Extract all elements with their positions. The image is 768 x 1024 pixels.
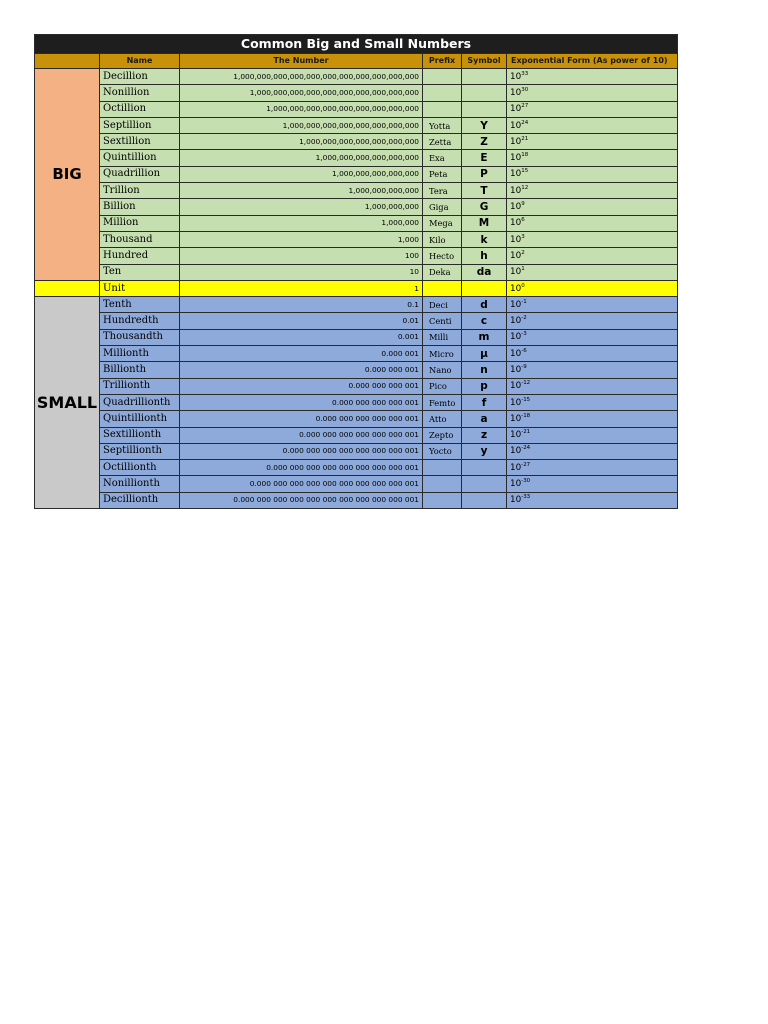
number-cell: 1,000,000,000,000 [180,183,423,199]
table-row [35,101,678,117]
name-cell: Quadrillionth [100,394,180,410]
exponent-base: 10 [510,104,522,115]
table-title: Common Big and Small Numbers [35,35,678,54]
symbol-cell [462,85,507,101]
table-row [35,476,678,492]
exponent-power: -2 [521,315,527,322]
table-row [35,492,678,508]
prefix-cell [423,101,462,117]
symbol-cell: da [462,264,507,280]
name-cell: Ten [100,264,180,280]
prefix-cell: Pico [423,378,462,394]
table-row [35,378,678,394]
exponent-power: 2 [521,249,525,256]
prefix-cell: Deka [423,264,462,280]
exponent-power: -30 [521,478,531,485]
symbol-cell: T [462,183,507,199]
table-row [35,443,678,459]
exponent-base: 10 [510,185,522,196]
name-cell: Quadrillion [100,166,180,182]
number-cell: 0.000 000 001 [180,362,423,378]
prefix-cell: Hecto [423,248,462,264]
number-cell: 1,000,000,000,000,000,000,000,000 [180,117,423,133]
header-exponent: Exponential Form (As power of 10) [507,54,678,69]
name-cell: Sextillionth [100,427,180,443]
numbers-sheet [34,34,677,509]
table-row [35,394,678,410]
exponent-base: 10 [510,153,522,164]
exponent-cell [507,378,678,394]
exponent-power: -33 [521,494,531,501]
exponent-base: 10 [510,495,522,506]
symbol-cell: Y [462,117,507,133]
exponent-cell [507,492,678,508]
exponent-cell [507,443,678,459]
symbol-cell: µ [462,346,507,362]
exponent-power: -9 [521,363,527,370]
name-cell: Billionth [100,362,180,378]
exponent-base: 10 [510,283,522,294]
exponent-cell [507,460,678,476]
number-cell: 10 [180,264,423,280]
exponent-power: 3 [521,233,525,240]
exponent-power: -12 [521,380,531,387]
exponent-power: -15 [521,396,531,403]
exponent-cell [507,69,678,85]
number-cell: 100 [180,248,423,264]
symbol-cell: f [462,394,507,410]
exponent-base: 10 [510,316,522,327]
prefix-cell [423,492,462,508]
exponent-base: 10 [510,479,522,490]
table-row [35,150,678,166]
exponent-base: 10 [510,299,522,310]
prefix-cell [423,280,462,296]
exponent-power: 6 [521,217,525,224]
numbers-table [34,34,678,509]
table-row [35,69,678,85]
exponent-power: -18 [521,412,531,419]
name-cell: Unit [100,280,180,296]
exponent-base: 10 [510,364,522,375]
name-cell: Quintillion [100,150,180,166]
exponent-power: 12 [521,184,529,191]
name-cell: Quintillionth [100,411,180,427]
exponent-cell [507,346,678,362]
name-cell: Octillionth [100,460,180,476]
exponent-cell [507,427,678,443]
number-cell: 0.1 [180,297,423,313]
exponent-base: 10 [510,397,522,408]
symbol-cell: p [462,378,507,394]
exponent-cell [507,476,678,492]
exponent-power: 30 [521,86,529,93]
table-row [35,280,678,296]
name-cell: Hundredth [100,313,180,329]
number-cell: 0.001 [180,329,423,345]
exponent-base: 10 [510,332,522,343]
title-row [35,35,678,54]
table-row [35,199,678,215]
exponent-power: 15 [521,168,529,175]
table-body [35,69,678,509]
exponent-cell [507,199,678,215]
exponent-power: -3 [521,331,527,338]
exponent-power: 27 [521,103,529,110]
name-cell: Septillionth [100,443,180,459]
exponent-base: 10 [510,413,522,424]
table-row [35,231,678,247]
number-cell: 1,000,000,000,000,000,000,000,000,000,000 [180,85,423,101]
table-row [35,329,678,345]
name-cell: Decillionth [100,492,180,508]
symbol-cell: a [462,411,507,427]
name-cell: Billion [100,199,180,215]
exponent-base: 10 [510,169,522,180]
exponent-power: -1 [521,298,527,305]
table-row [35,297,678,313]
exponent-cell [507,101,678,117]
symbol-cell: G [462,199,507,215]
header-name: Name [100,54,180,69]
header-group [35,54,100,69]
exponent-base: 10 [510,446,522,457]
header-symbol: Symbol [462,54,507,69]
table-row [35,166,678,182]
prefix-cell [423,69,462,85]
prefix-cell: Nano [423,362,462,378]
exponent-power: 24 [521,119,529,126]
exponent-cell [507,231,678,247]
exponent-base: 10 [510,462,522,473]
prefix-cell: Exa [423,150,462,166]
exponent-cell [507,166,678,182]
number-cell: 0.000 000 000 000 001 [180,394,423,410]
exponent-power: -21 [521,429,531,436]
prefix-cell: Milli [423,329,462,345]
prefix-cell: Tera [423,183,462,199]
exponent-cell [507,411,678,427]
table-row [35,215,678,231]
symbol-cell [462,280,507,296]
exponent-cell [507,280,678,296]
exponent-power: 21 [521,135,529,142]
exponent-power: 18 [521,152,529,159]
name-cell: Trillionth [100,378,180,394]
name-cell: Hundred [100,248,180,264]
exponent-power: -27 [521,461,531,468]
prefix-cell: Deci [423,297,462,313]
name-cell: Millionth [100,346,180,362]
symbol-cell [462,101,507,117]
number-cell: 0.000 000 000 000 000 001 [180,411,423,427]
exponent-base: 10 [510,430,522,441]
table-row [35,346,678,362]
name-cell: Nonillionth [100,476,180,492]
header-row [35,54,678,69]
prefix-cell: Femto [423,394,462,410]
prefix-cell: Yocto [423,443,462,459]
prefix-cell [423,85,462,101]
prefix-cell: Yotta [423,117,462,133]
symbol-cell: E [462,150,507,166]
prefix-cell: Peta [423,166,462,182]
exponent-base: 10 [510,120,522,131]
group-label-unit [35,280,100,296]
symbol-cell [462,69,507,85]
number-cell: 1,000,000,000,000,000,000,000,000,000,000,000 [180,69,423,85]
exponent-base: 10 [510,234,522,245]
prefix-cell: Atto [423,411,462,427]
name-cell: Sextillion [100,134,180,150]
symbol-cell: c [462,313,507,329]
name-cell: Octillion [100,101,180,117]
exponent-cell [507,362,678,378]
exponent-base: 10 [510,202,522,213]
prefix-cell: Zepto [423,427,462,443]
exponent-base: 10 [510,250,522,261]
group-label-small: SMALL [35,297,100,509]
name-cell: Nonillion [100,85,180,101]
number-cell: 1,000,000,000,000,000,000,000,000,000 [180,101,423,117]
table-row [35,460,678,476]
number-cell: 0.000 001 [180,346,423,362]
number-cell: 1 [180,280,423,296]
symbol-cell: k [462,231,507,247]
table-row [35,117,678,133]
exponent-base: 10 [510,87,522,98]
prefix-cell: Mega [423,215,462,231]
symbol-cell: m [462,329,507,345]
table-row [35,248,678,264]
prefix-cell [423,476,462,492]
number-cell: 0.000 000 000 001 [180,378,423,394]
symbol-cell: M [462,215,507,231]
prefix-cell: Kilo [423,231,462,247]
name-cell: Thousandth [100,329,180,345]
table-row [35,183,678,199]
exponent-cell [507,394,678,410]
number-cell: 0.01 [180,313,423,329]
number-cell: 1,000,000,000,000,000,000,000 [180,134,423,150]
symbol-cell [462,460,507,476]
table-row [35,411,678,427]
name-cell: Thousand [100,231,180,247]
exponent-cell [507,134,678,150]
exponent-base: 10 [510,218,522,229]
table-row [35,85,678,101]
symbol-cell: P [462,166,507,182]
number-cell: 1,000,000 [180,215,423,231]
name-cell: Septillion [100,117,180,133]
prefix-cell: Zetta [423,134,462,150]
exponent-power: 33 [521,70,529,77]
symbol-cell: n [462,362,507,378]
exponent-cell [507,313,678,329]
number-cell: 1,000 [180,231,423,247]
exponent-base: 10 [510,381,522,392]
exponent-power: 9 [521,201,525,208]
group-label-big: BIG [35,69,100,281]
header-number: The Number [180,54,423,69]
number-cell: 1,000,000,000 [180,199,423,215]
number-cell: 0.000 000 000 000 000 000 000 001 [180,443,423,459]
table-row [35,313,678,329]
symbol-cell [462,476,507,492]
exponent-cell [507,297,678,313]
name-cell: Decillion [100,69,180,85]
name-cell: Tenth [100,297,180,313]
prefix-cell [423,460,462,476]
exponent-cell [507,183,678,199]
exponent-base: 10 [510,71,522,82]
number-cell: 0.000 000 000 000 000 000 000 000 001 [180,460,423,476]
exponent-cell [507,150,678,166]
number-cell: 0.000 000 000 000 000 000 000 000 000 001 [180,476,423,492]
number-cell: 1,000,000,000,000,000,000 [180,150,423,166]
prefix-cell: Micro [423,346,462,362]
exponent-base: 10 [510,136,522,147]
table-row [35,264,678,280]
symbol-cell: z [462,427,507,443]
exponent-power: 0 [521,282,525,289]
symbol-cell: h [462,248,507,264]
name-cell: Million [100,215,180,231]
exponent-power: -24 [521,445,531,452]
symbol-cell: d [462,297,507,313]
exponent-cell [507,264,678,280]
number-cell: 0.000 000 000 000 000 000 000 000 000 000 001 [180,492,423,508]
exponent-cell [507,215,678,231]
table-row [35,427,678,443]
number-cell: 1,000,000,000,000,000 [180,166,423,182]
exponent-base: 10 [510,348,522,359]
exponent-cell [507,329,678,345]
symbol-cell [462,492,507,508]
number-cell: 0.000 000 000 000 000 000 001 [180,427,423,443]
symbol-cell: y [462,443,507,459]
exponent-cell [507,248,678,264]
exponent-cell [507,117,678,133]
exponent-base: 10 [510,267,522,278]
table-row [35,134,678,150]
exponent-cell [507,85,678,101]
exponent-power: -6 [521,347,527,354]
header-prefix: Prefix [423,54,462,69]
prefix-cell: Giga [423,199,462,215]
table-row [35,362,678,378]
exponent-power: 1 [521,266,525,273]
name-cell: Trillion [100,183,180,199]
symbol-cell: Z [462,134,507,150]
prefix-cell: Centi [423,313,462,329]
